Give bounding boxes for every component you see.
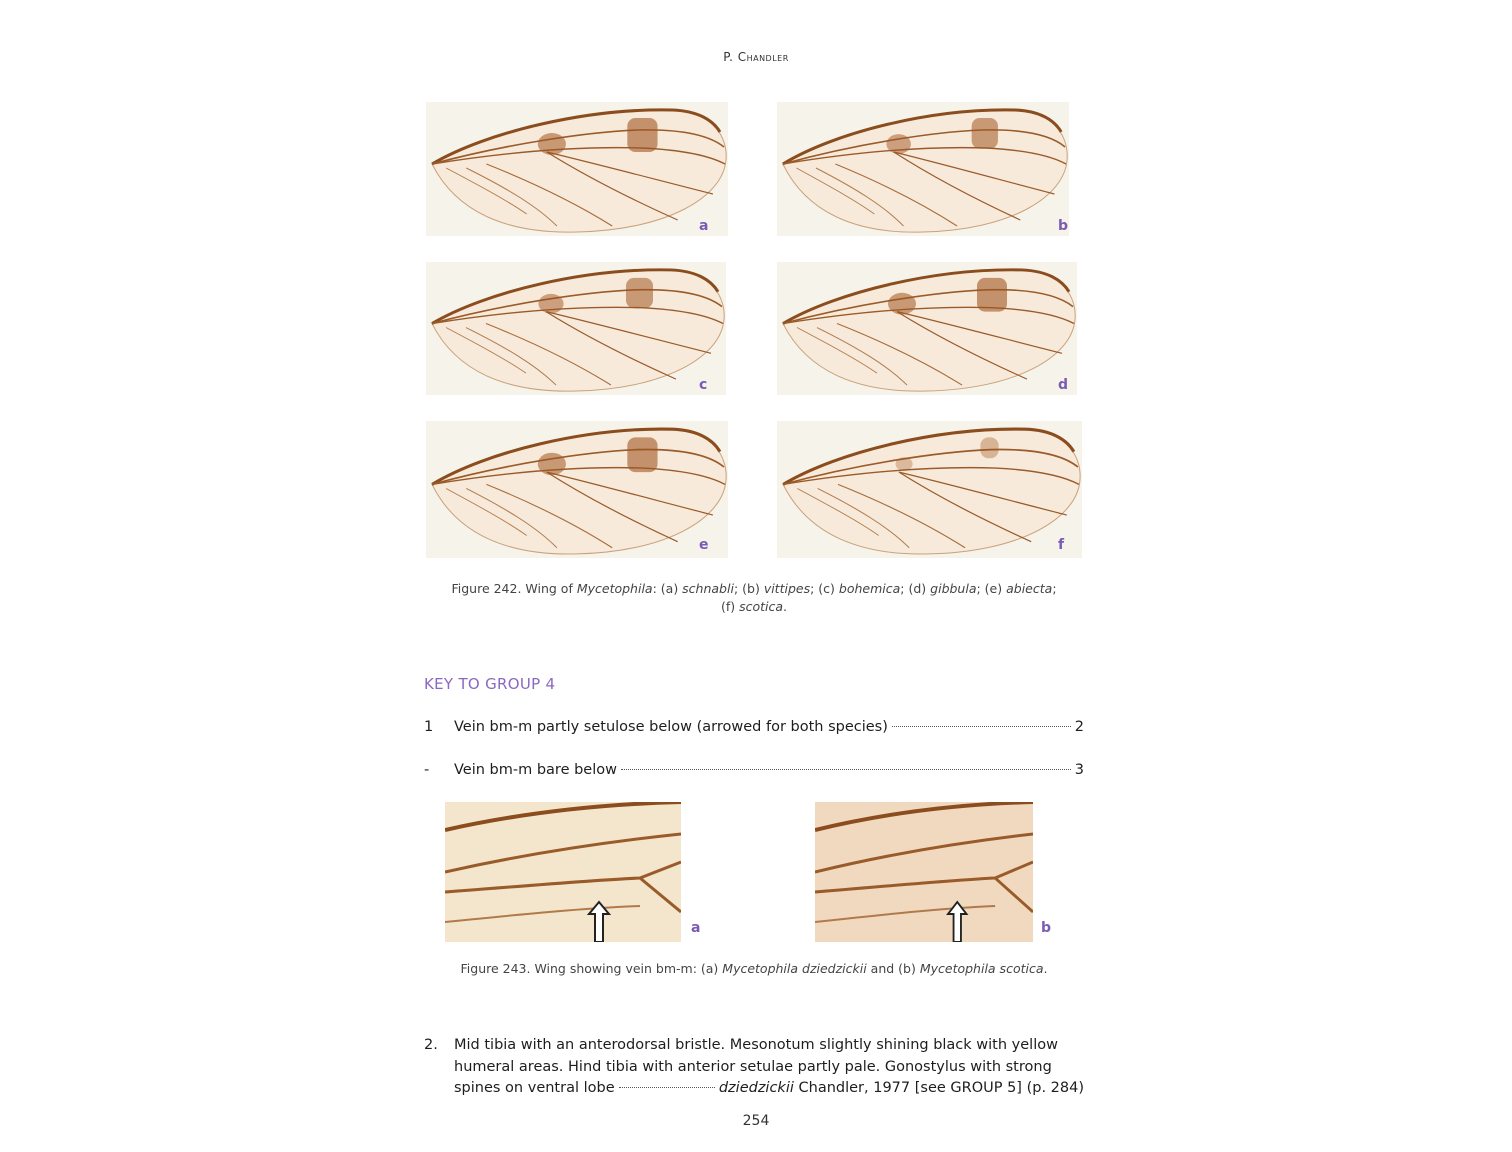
wing-drawing <box>777 102 1069 236</box>
running-head: P. Chandler <box>723 50 789 64</box>
couplet-text: Vein bm-m partly setulose below (arrowed for both species) <box>454 719 888 735</box>
figure-242-caption: Figure 242. Wing of Mycetophila: (a) schnabli; (b) vittipes; (c) bohemica; (d) gibbula; (e) abiecta; (f) scotica. <box>451 581 1057 614</box>
panel-label-e: e <box>699 537 709 553</box>
key-couplet-1 <box>424 719 1084 739</box>
couplet-number: 1 <box>424 719 434 735</box>
wing-drawing <box>426 262 726 395</box>
vein-closeup-a <box>445 802 681 942</box>
key-heading: KEY TO GROUP 4 <box>424 675 556 693</box>
wing-drawing <box>426 102 728 236</box>
wing-drawing <box>777 262 1077 395</box>
wing-plate-a <box>426 102 728 236</box>
panel-label-f: f <box>1058 537 1065 553</box>
couplet-goto: 2 <box>1074 719 1084 735</box>
wing-plate-c <box>426 262 726 395</box>
wing-drawing <box>426 421 728 558</box>
couplet-2-line-1: Mid tibia with an anterodorsal bristle. Mesonotum slightly shining black with yellow <box>454 1037 1058 1053</box>
wing-plate-f <box>777 421 1082 558</box>
species-name: dziedzickii <box>718 1080 794 1096</box>
wing-drawing <box>777 421 1082 558</box>
couplet-number: 2. <box>424 1037 438 1053</box>
panel-label-243a: a <box>691 920 701 936</box>
panel-label-d: d <box>1058 377 1069 393</box>
panel-label-c: c <box>699 377 708 393</box>
wing-plate-d <box>777 262 1077 395</box>
couplet-number: - <box>424 762 430 778</box>
vein-closeup-b <box>815 802 1033 942</box>
couplet-2-line-3: spines on ventral lobe dziedzickii Chandler, 1977 [see GROUP 5] (p. 284) <box>454 1078 1084 1100</box>
couplet-2-line-2: humeral areas. Hind tibia with anterior setulae partly pale. Gonostylus with strong <box>454 1058 1052 1075</box>
dot-leader <box>621 769 1071 770</box>
panel-label-243b: b <box>1041 920 1052 936</box>
wing-plate-e <box>426 421 728 558</box>
dot-leader <box>619 1087 715 1088</box>
page-number: 254 <box>742 1113 770 1129</box>
vein-drawing <box>445 802 681 942</box>
couplet-text: Vein bm-m bare below <box>454 762 617 778</box>
key-couplet-1-alt <box>424 762 1084 782</box>
vein-drawing <box>815 802 1033 942</box>
figure-243-caption: Figure 243. Wing showing vein bm-m: (a) Mycetophila dziedzickii and (b) Mycetophila scotica. <box>460 961 1048 976</box>
panel-label-b: b <box>1058 218 1069 234</box>
wing-plate-b <box>777 102 1069 236</box>
couplet-goto: 3 <box>1074 762 1084 778</box>
dot-leader <box>892 726 1071 727</box>
panel-label-a: a <box>699 218 709 234</box>
